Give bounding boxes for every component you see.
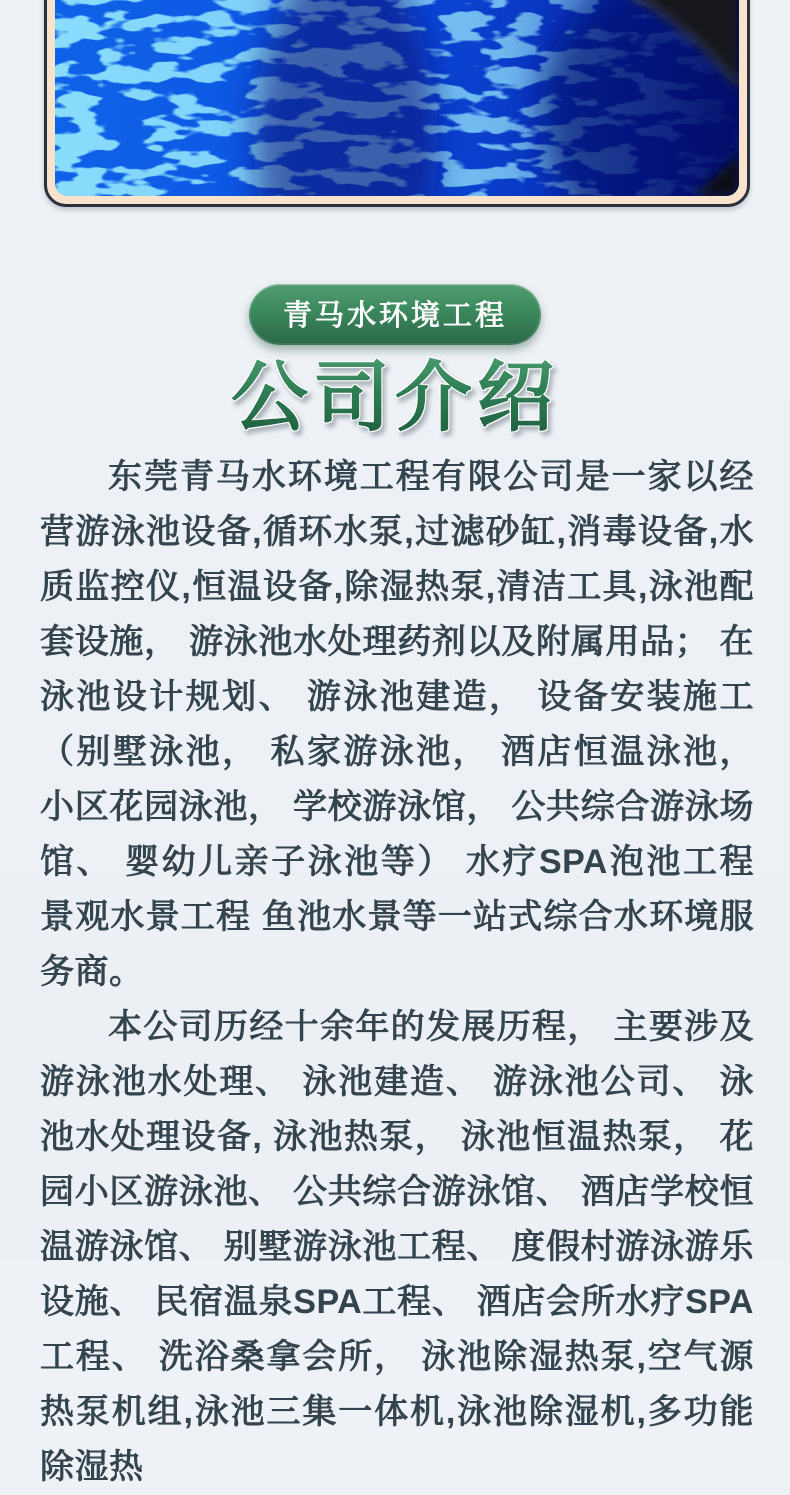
section-title: 公司介绍 [0, 336, 790, 447]
pool-photo [55, 0, 739, 196]
pool-water-graphic [55, 0, 739, 196]
brand-badge-label: 青马水环境工程 [282, 300, 508, 332]
pool-photo-card [44, 0, 750, 207]
intro-paragraph-2: 本公司历经十余年的发展历程， 主要涉及游泳池水处理、 泳池建造、 游泳池公司、 泳池水处理设备, 泳池热泵， 泳池恒温热泵， 花园小区游泳池、 公共综合游泳馆、 酒店学校恒温游泳馆、 别墅游泳池工程、 度假村游泳游乐设施、 民宿温泉SPA工程、 酒店会所水疗SPA工程、 洗浴桑拿会所， 泳池除湿热泵,空气源热泵机组,泳池三集一体机,泳池除湿机,多功能除湿热 [40, 1008, 754, 1486]
intro-paragraph-1: 东莞青马水环境工程有限公司是一家以经营游泳池设备,循环水泵,过滤砂缸,消毒设备,水质监控仪,恒温设备,除湿热泵,清洁工具,泳池配套设施， 游泳池水处理药剂以及附属用品； 在泳池设计规划、 游泳池建造， 设备安装施工（别墅泳池， 私家游泳池， 酒店恒温泳池， 小区花园泳池， 学校游泳馆， 公共综合游泳场馆、 婴幼儿亲子泳池等） 水疗SPA泡池工程 景观水景工程 鱼池水景等一站式综合水环境服务商。 [40, 458, 754, 991]
company-intro [40, 450, 754, 1495]
